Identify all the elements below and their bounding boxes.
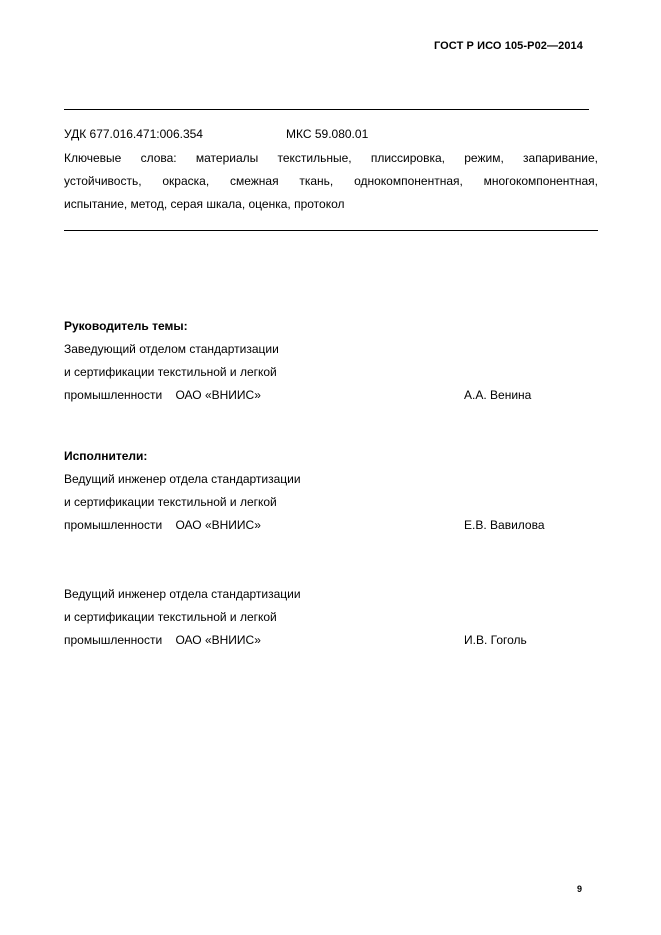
executors-heading: Исполнители: — [64, 449, 148, 463]
keywords-line-3: испытание, метод, серая шкала, оценка, протокол — [64, 197, 345, 211]
bottom-divider — [64, 230, 598, 231]
page-number: 9 — [577, 884, 583, 894]
udk-code: УДК 677.016.471:006.354 — [64, 127, 203, 141]
executor-2-position-line-1: Ведущий инженер отдела стандартизации — [64, 587, 301, 601]
keywords-line-2: устойчивость, окраска, смежная ткань, однокомпонентная, многокомпонентная, — [64, 174, 598, 188]
executor-1-position-line-1: Ведущий инженер отдела стандартизации — [64, 472, 301, 486]
leader-heading: Руководитель темы: — [64, 319, 188, 333]
executor-1-position-line-2: и сертификации текстильной и легкой — [64, 495, 277, 509]
executor-1-name: Е.В. Вавилова — [464, 518, 545, 532]
keywords-line-1: Ключевые слова: материалы текстильные, плиссировка, режим, запаривание, — [64, 151, 598, 165]
executor-2-name: И.В. Гоголь — [464, 633, 527, 647]
executor-2-position-line-2: и сертификации текстильной и легкой — [64, 610, 277, 624]
leader-position-line-3: промышленности ОАО «ВНИИС» — [64, 388, 261, 402]
leader-position-line-1: Заведующий отделом стандартизации — [64, 342, 279, 356]
executor-2-position-line-3: промышленности ОАО «ВНИИС» — [64, 633, 261, 647]
mks-code: МКС 59.080.01 — [286, 127, 369, 141]
leader-name: А.А. Венина — [464, 388, 532, 402]
executor-1-position-line-3: промышленности ОАО «ВНИИС» — [64, 518, 261, 532]
leader-position-line-2: и сертификации текстильной и легкой — [64, 365, 277, 379]
document-code-header: ГОСТ Р ИСО 105-Р02—2014 — [433, 40, 583, 52]
top-divider — [64, 109, 589, 110]
